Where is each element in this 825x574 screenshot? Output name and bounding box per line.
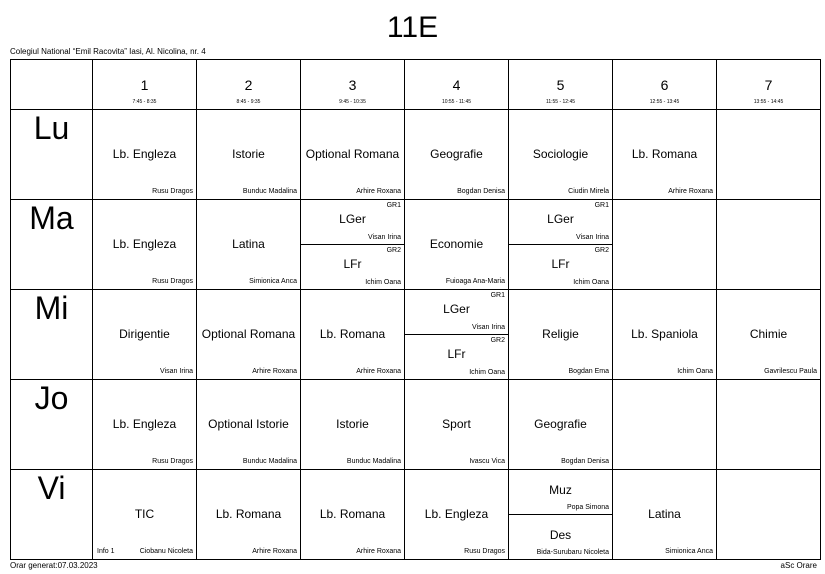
- subject-name: Istorie: [232, 147, 265, 161]
- lesson-cell-content: [197, 470, 300, 559]
- subject-name: Lb. Engleza: [112, 237, 177, 251]
- subject-name: Lb. Spaniola: [631, 327, 698, 341]
- subject-name: Religie: [542, 327, 579, 341]
- teacher-name: Bunduc Madalina: [242, 188, 297, 195]
- group-label: GR2: [386, 247, 401, 254]
- teacher-name: Fuioaga Ana-Maria: [445, 278, 505, 285]
- teacher-name: Rusu Dragos: [464, 548, 505, 555]
- lesson-cell-content: [509, 380, 612, 469]
- generated-date: Orar generat:07.03.2023: [10, 561, 98, 570]
- period-header: [613, 60, 717, 110]
- teacher-name: Popa Simona: [566, 504, 609, 511]
- lesson-cell-content: [405, 380, 508, 469]
- lesson-cell-content: [301, 470, 404, 559]
- lesson-cell-content: [197, 110, 300, 199]
- group-label: GR1: [594, 202, 609, 209]
- day-label: Jo: [11, 380, 93, 470]
- alternate-lesson: [509, 515, 612, 559]
- class-title: 11E: [386, 11, 439, 44]
- period-header-row: [11, 60, 821, 110]
- lesson-cell: [717, 470, 821, 560]
- subject-name: LGer: [547, 212, 574, 226]
- lesson-cell-content: [197, 290, 300, 379]
- teacher-name: Simionica Anca: [249, 278, 297, 285]
- teacher-name: Ivascu Vica: [469, 458, 505, 465]
- teacher-name: Ichim Oana: [573, 279, 609, 286]
- lesson-cell: [613, 110, 717, 200]
- lesson-cell: [717, 200, 821, 290]
- lesson-cell: [717, 290, 821, 380]
- group-label: GR2: [594, 247, 609, 254]
- corner-cell: [11, 60, 93, 110]
- period-time: 8:45 - 9:35: [236, 99, 261, 105]
- teacher-name: Rusu Dragos: [152, 188, 193, 195]
- lesson-cell: [509, 380, 613, 470]
- group-lesson: [405, 335, 508, 379]
- day-label: Lu: [11, 110, 93, 200]
- period-number: 3: [348, 77, 357, 93]
- lesson-cell: [301, 200, 405, 290]
- lesson-cell: [197, 380, 301, 470]
- day-label: Vi: [11, 470, 93, 560]
- lesson-cell-content: [717, 380, 820, 469]
- lesson-cell-content: [509, 470, 612, 559]
- period-number: 5: [556, 77, 565, 93]
- subject-name: Latina: [232, 237, 265, 251]
- lesson-cell-content: [613, 200, 716, 289]
- teacher-name: Gavrilescu Paula: [764, 368, 817, 375]
- period-number: 7: [764, 77, 773, 93]
- lesson-cell-content: [405, 290, 508, 379]
- lesson-cell: [197, 200, 301, 290]
- group-lesson: [301, 245, 404, 289]
- subject-name: Latina: [648, 507, 681, 521]
- lesson-cell-content: [509, 200, 612, 289]
- period-time: 9:45 - 10:35: [339, 99, 366, 105]
- subject-name: [719, 200, 818, 289]
- lesson-cell: [509, 110, 613, 200]
- period-header: [717, 60, 821, 110]
- day-row: [11, 200, 821, 290]
- subject-name: LFr: [551, 257, 570, 271]
- teacher-name: Ichim Oana: [677, 368, 713, 375]
- lesson-cell: [405, 200, 509, 290]
- lesson-cell-content: [93, 290, 196, 379]
- group-lesson: [405, 290, 508, 335]
- lesson-cell: [93, 290, 197, 380]
- teacher-name: Visan Irina: [576, 234, 609, 241]
- lesson-cell: [301, 470, 405, 560]
- lesson-cell: [405, 380, 509, 470]
- period-header: [405, 60, 509, 110]
- teacher-name: Arhire Roxana: [356, 188, 401, 195]
- lesson-cell: [301, 110, 405, 200]
- lesson-cell: [93, 380, 197, 470]
- period-time: 11:55 - 12:45: [545, 99, 576, 105]
- lesson-cell-content: [613, 290, 716, 379]
- subject-name: Lb. Engleza: [424, 507, 489, 521]
- school-name: Colegiul National “Emil Racovita” Iasi, Al. Nicolina, nr. 4: [10, 47, 206, 56]
- teacher-name: Arhire Roxana: [252, 368, 297, 375]
- period-header: [301, 60, 405, 110]
- lesson-cell-content: [717, 200, 820, 289]
- alternate-lesson: [509, 470, 612, 515]
- subject-name: Dirigentie: [119, 327, 170, 341]
- day-row: [11, 470, 821, 560]
- teacher-name: Arhire Roxana: [356, 548, 401, 555]
- lesson-cell: [405, 290, 509, 380]
- lesson-cell-content: [613, 110, 716, 199]
- subject-name: [719, 380, 818, 469]
- subject-name: Sport: [442, 417, 471, 431]
- lesson-cell: [197, 110, 301, 200]
- teacher-name: Bunduc Madalina: [242, 458, 297, 465]
- subject-name: [719, 470, 818, 559]
- lesson-cell: [93, 200, 197, 290]
- timetable-grid: [10, 59, 821, 560]
- lesson-cell-content: [93, 380, 196, 469]
- lesson-cell-content: [405, 110, 508, 199]
- day-row: [11, 110, 821, 200]
- teacher-name: Arhire Roxana: [252, 548, 297, 555]
- subject-name: LGer: [339, 212, 366, 226]
- lesson-cell-content: [509, 110, 612, 199]
- lesson-cell: [613, 200, 717, 290]
- subject-name: Chimie: [749, 327, 788, 341]
- subject-name: LFr: [447, 347, 466, 361]
- teacher-name: Bogdan Denisa: [561, 458, 609, 465]
- teacher-name: Bida-Surubaru Nicoleta: [536, 549, 609, 556]
- subject-name: Geografie: [534, 417, 587, 431]
- lesson-cell: [509, 470, 613, 560]
- subject-name: LGer: [443, 302, 470, 316]
- subject-name: [615, 380, 714, 469]
- subject-name: Lb. Engleza: [112, 147, 177, 161]
- subject-name: Lb. Romana: [319, 507, 386, 521]
- lesson-cell: [405, 110, 509, 200]
- subject-name: Lb. Romana: [215, 507, 282, 521]
- teacher-name: Ichim Oana: [365, 279, 401, 286]
- lesson-cell-content: [717, 470, 820, 559]
- subject-name: Des: [549, 528, 572, 542]
- teacher-name: Simionica Anca: [665, 548, 713, 555]
- teacher-name: Rusu Dragos: [152, 278, 193, 285]
- room-label: Info 1: [97, 548, 115, 555]
- period-number: 2: [244, 77, 253, 93]
- period-time: 12:55 - 13:45: [649, 99, 680, 105]
- lesson-cell-content: [509, 290, 612, 379]
- lesson-cell: [93, 110, 197, 200]
- lesson-cell-content: [197, 380, 300, 469]
- lesson-cell: [613, 470, 717, 560]
- group-label: GR1: [490, 292, 505, 299]
- lesson-cell-content: [717, 110, 820, 199]
- lesson-cell: [613, 380, 717, 470]
- period-header: [509, 60, 613, 110]
- subject-name: Lb. Engleza: [112, 417, 177, 431]
- period-time: 10:55 - 11:45: [441, 99, 472, 105]
- software-brand: aSc Orare: [780, 561, 817, 570]
- teacher-name: Visan Irina: [472, 324, 505, 331]
- lesson-cell-content: [93, 110, 196, 199]
- subject-name: Istorie: [336, 417, 369, 431]
- teacher-name: Visan Irina: [160, 368, 193, 375]
- lesson-cell-content: [405, 470, 508, 559]
- lesson-cell-content: [197, 200, 300, 289]
- subject-name: Optional Istorie: [208, 417, 289, 431]
- teacher-name: Ichim Oana: [469, 369, 505, 376]
- teacher-name: Ciobanu Nicoleta: [139, 548, 193, 555]
- group-lesson: [509, 200, 612, 245]
- subject-name: [615, 200, 714, 289]
- teacher-name: Visan Irina: [368, 234, 401, 241]
- period-time: 7:45 - 8:35: [132, 99, 157, 105]
- teacher-name: Arhire Roxana: [668, 188, 713, 195]
- period-time: 13:55 - 14:45: [753, 99, 784, 105]
- subject-name: Optional Romana: [201, 327, 296, 341]
- lesson-cell: [197, 470, 301, 560]
- subject-name: LFr: [343, 257, 362, 271]
- day-row: [11, 290, 821, 380]
- lesson-cell: [197, 290, 301, 380]
- lesson-cell-content: [93, 200, 196, 289]
- day-label: Mi: [11, 290, 93, 380]
- lesson-cell-content: [301, 380, 404, 469]
- group-label: GR1: [386, 202, 401, 209]
- subject-name: Muz: [549, 483, 572, 497]
- teacher-name: Bunduc Madalina: [346, 458, 401, 465]
- group-label: GR2: [490, 337, 505, 344]
- subject-name: TIC: [134, 507, 155, 521]
- lesson-cell: [509, 200, 613, 290]
- period-header: [197, 60, 301, 110]
- group-lesson: [509, 245, 612, 289]
- lesson-cell: [405, 470, 509, 560]
- period-number: 1: [140, 77, 149, 93]
- subject-name: [719, 110, 818, 199]
- period-header: [93, 60, 197, 110]
- lesson-cell-content: [613, 470, 716, 559]
- lesson-cell-content: [301, 200, 404, 289]
- teacher-name: Bogdan Denisa: [457, 188, 505, 195]
- day-row: [11, 380, 821, 470]
- teacher-name: Rusu Dragos: [152, 458, 193, 465]
- lesson-cell-content: [301, 110, 404, 199]
- lesson-cell-content: [717, 290, 820, 379]
- lesson-cell: [93, 470, 197, 560]
- teacher-name: Bogdan Ema: [568, 368, 609, 375]
- teacher-name: Ciudin Mirela: [568, 188, 609, 195]
- subject-name: Lb. Romana: [319, 327, 386, 341]
- lesson-cell: [613, 290, 717, 380]
- group-lesson: [301, 200, 404, 245]
- lesson-cell: [717, 110, 821, 200]
- lesson-cell-content: [301, 290, 404, 379]
- lesson-cell: [301, 380, 405, 470]
- lesson-cell: [509, 290, 613, 380]
- lesson-cell-content: [93, 470, 196, 559]
- subject-name: Lb. Romana: [631, 147, 698, 161]
- lesson-cell: [301, 290, 405, 380]
- day-label: Ma: [11, 200, 93, 290]
- subject-name: Optional Romana: [305, 147, 400, 161]
- period-number: 4: [452, 77, 461, 93]
- lesson-cell-content: [405, 200, 508, 289]
- teacher-name: Arhire Roxana: [356, 368, 401, 375]
- period-number: 6: [660, 77, 669, 93]
- lesson-cell-content: [613, 380, 716, 469]
- subject-name: Economie: [429, 237, 484, 251]
- lesson-cell: [717, 380, 821, 470]
- subject-name: Sociologie: [532, 147, 589, 161]
- subject-name: Geografie: [430, 147, 483, 161]
